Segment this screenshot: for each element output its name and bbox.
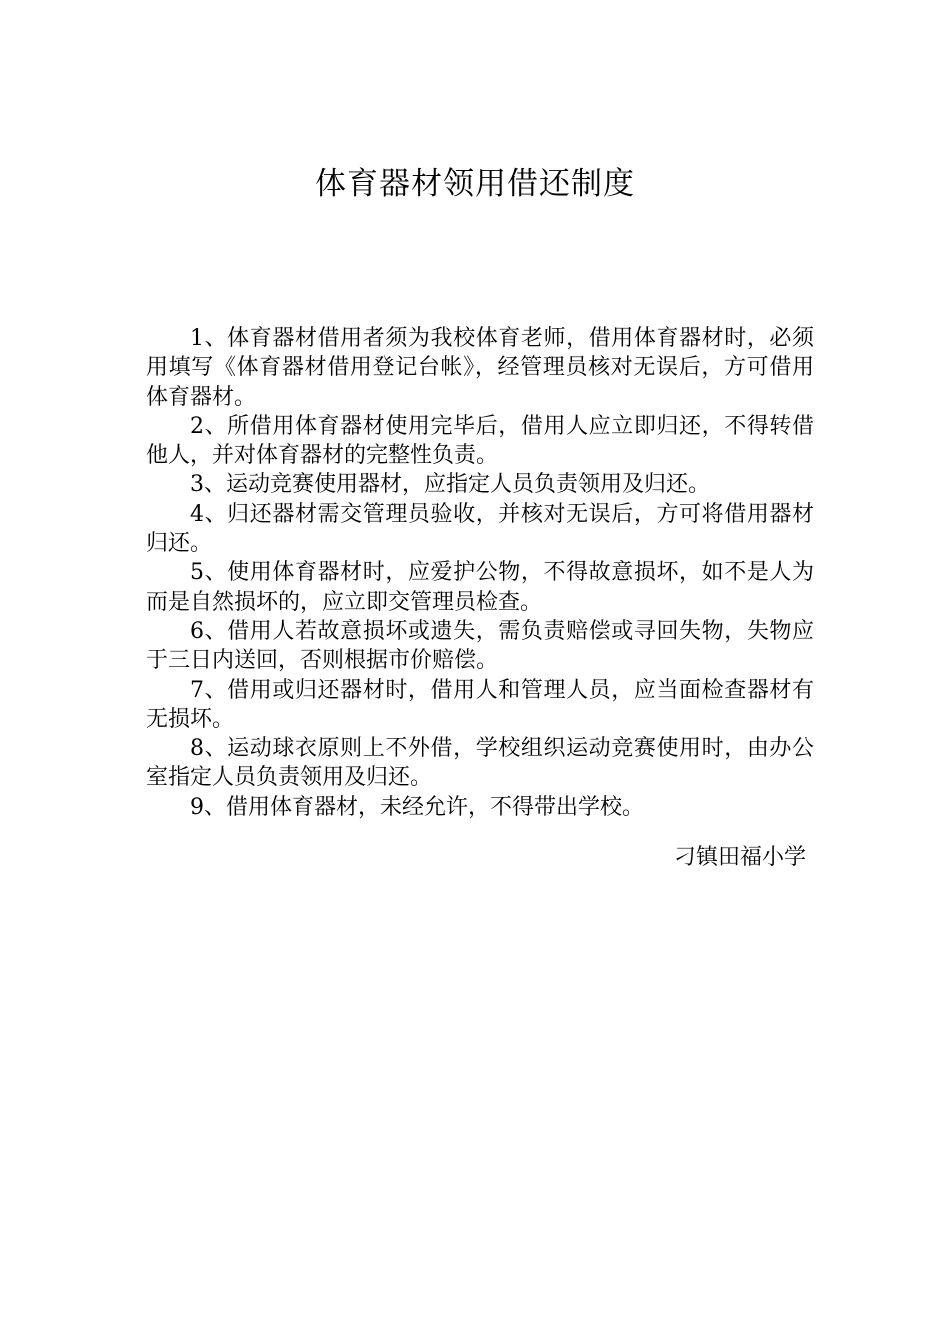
clause-2: 2、所借用体育器材使用完毕后，借用人应立即归还，不得转借他人，并对体育器材的完整性负责。 — [146, 413, 814, 469]
clause-7: 7、借用或归还器材时，借用人和管理人员，应当面检查器材有无损坏。 — [146, 677, 814, 732]
clause-3: 3、运动竞赛使用器材，应指定人员负责领用及归还。 — [190, 472, 710, 498]
clause-6: 6、借用人若故意损坏或遗失，需负责赔偿或寻回失物，失物应于三日内送回，否则根据市价赔偿。 — [146, 618, 814, 674]
clause-5: 5、使用体育器材时，应爱护公物，不得故意损坏，如不是人为而是自然损坏的，应立即交管理员检查。 — [146, 560, 814, 615]
document-title: 体育器材领用借还制度 — [315, 166, 635, 202]
clause-1: 1、体育器材借用者须为我校体育老师，借用体育器材时，必须用填写《体育器材借用登记台帐》，经管理员核对无误后，方可借用体育器材。 — [146, 326, 814, 410]
clause-8: 8、运动球衣原则上不外借，学校组织运动竞赛使用时，由办公室指定人员负责领用及归还。 — [146, 736, 814, 791]
clause-4: 4、归还器材需交管理员验收，并核对无误后，方可将借用器材归还。 — [146, 501, 814, 557]
clause-9: 9、借用体育器材，未经允许，不得带出学校。 — [190, 794, 644, 820]
regulation-clauses — [146, 324, 814, 822]
school-signature: 刁镇田福小学 — [673, 845, 806, 870]
